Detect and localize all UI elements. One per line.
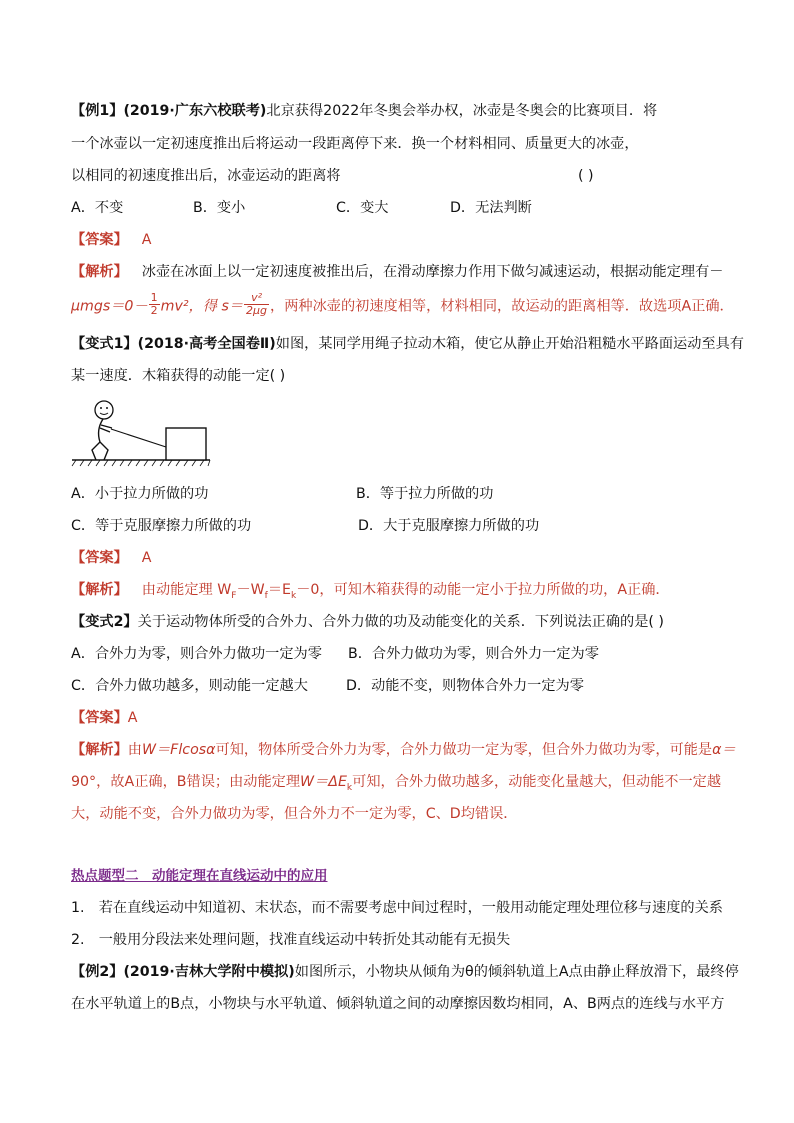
ex1-answer xyxy=(71,230,151,250)
ex1-analysis-2 xyxy=(71,291,734,319)
analysis-text: 90°，故A正确，B错误；由动能定理 xyxy=(71,774,301,790)
var2-option-c: C．合外力做功越多，则动能一定越大 xyxy=(71,678,308,694)
analysis-text: －W xyxy=(236,582,265,598)
pull-box-figure xyxy=(70,398,220,468)
ex1-option-d: D．无法判断 xyxy=(450,200,532,216)
analysis-text: 可知，物体所受合外力为零，合外力做功一定为零，但合外力做功为零，可能是 xyxy=(215,742,713,758)
ex1-option-a: A．不变 xyxy=(71,200,124,216)
ex2-line-2: 在水平轨道上的B点，小物块与水平轨道、倾斜轨道之间的动摩擦因数均相同，A、B两点的连线与水平方 xyxy=(71,996,725,1012)
ex2-line-1 xyxy=(71,962,739,982)
answer-value: A xyxy=(141,550,152,566)
subscript: k xyxy=(346,782,353,793)
topic-title: 热点题型二 动能定理在直线运动中的应用 xyxy=(71,868,328,884)
var1-line-2: 某一速度．木箱获得的动能一定( ) xyxy=(71,368,286,384)
fraction-numerator: 1 xyxy=(150,291,158,304)
formula: W＝ΔE xyxy=(300,774,347,790)
var2-answer xyxy=(71,708,137,728)
answer-label: 【答案】 xyxy=(71,550,128,566)
analysis-text: －0，可知木箱获得的动能一定小于拉力所做的功，A正确． xyxy=(296,582,670,598)
analysis-text: ，两种冰壶的初速度相等，材料相同，故运动的距离相等．故选项A正确． xyxy=(270,298,734,315)
var2-option-b: B．合外力做功为零，则合外力一定为零 xyxy=(348,646,599,662)
analysis-text: 可知，合外力做功越多，动能变化量越大，但动能不一定越 xyxy=(352,774,722,790)
ex1-text-1: 北京获得2022年冬奥会举办权，冰壶是冬奥会的比赛项目．将 xyxy=(266,103,658,119)
fraction-denominator: 2μg xyxy=(246,304,268,317)
var1-text-1: 如图，某同学用绳子拉动木箱，使它从静止开始沿粗糙水平路面运动至具有 xyxy=(275,336,744,352)
analysis-text: 由动能定理 W xyxy=(141,582,232,598)
analysis-label: 【解析】 xyxy=(71,742,128,758)
ex1-option-b: B．变小 xyxy=(193,200,246,216)
var1-answer xyxy=(71,548,151,568)
ex1-analysis-1 xyxy=(71,262,723,282)
var2-analysis-3: 大，动能不变，合外力做功为零，但合外力不一定为零，C、D均错误． xyxy=(71,806,518,822)
answer-label: 【答案】 xyxy=(71,232,128,248)
topic-point-2: 2. 一般用分段法来处理问题，找准直线运动中转折处其动能有无损失 xyxy=(71,932,511,948)
wooden-box xyxy=(166,428,206,460)
person-head xyxy=(95,401,113,419)
topic-point-1: 1. 若在直线运动中知道初、末状态，而不需要考虑中间过程时，一般用动能定理处理位移与速度的关系 xyxy=(71,900,723,916)
fraction-half xyxy=(149,292,160,317)
var2-line-1 xyxy=(71,612,664,632)
fraction-numerator: v² xyxy=(244,292,269,305)
ex1-source: (2019·广东六校联考) xyxy=(123,103,267,119)
formula: mv²，得 s＝ xyxy=(160,298,244,315)
var1-option-b: B．等于拉力所做的功 xyxy=(356,486,494,502)
answer-value: A xyxy=(127,710,138,726)
var1-option-d: D．大于克服摩擦力所做的功 xyxy=(358,518,540,534)
var2-analysis-1 xyxy=(71,740,736,760)
ex1-tag: 【例1】 xyxy=(71,103,124,119)
var1-analysis xyxy=(71,580,670,606)
var1-option-a: A．小于拉力所做的功 xyxy=(71,486,209,502)
ex2-source: (2019·吉林大学附中模拟) xyxy=(123,964,295,980)
person-body xyxy=(99,419,103,442)
var1-line-1 xyxy=(71,334,744,354)
fraction-denominator: 2 xyxy=(150,304,158,317)
var2-analysis-2 xyxy=(71,772,721,798)
analysis-label: 【解析】 xyxy=(71,264,128,280)
formula: μmgs＝0－ xyxy=(71,298,148,315)
subscript: k xyxy=(290,590,297,601)
var1-source: (2018·高考全国卷Ⅱ) xyxy=(137,336,276,352)
analysis-text: 冰壶在冰面上以一定初速度被推出后，在滑动摩擦力作用下做匀减速运动，根据动能定理有－ xyxy=(141,264,724,280)
subscript: f xyxy=(264,590,268,601)
answer-label: 【答案】 xyxy=(71,710,128,726)
analysis-text: 由 xyxy=(127,742,142,758)
var1-option-c: C．等于克服摩擦力所做的功 xyxy=(71,518,252,534)
ex1-bracket: ( ) xyxy=(578,168,594,184)
ex1-option-c: C．变大 xyxy=(336,200,389,216)
section-heading xyxy=(71,866,328,886)
formula: W＝Flcosα xyxy=(141,742,216,758)
ex1-line-3: 以相同的初速度推出后，冰壶运动的距离将 xyxy=(71,168,341,184)
var2-option-d: D．动能不变，则物体合外力一定为零 xyxy=(346,678,584,694)
subscript: F xyxy=(231,590,237,601)
ground-hatch xyxy=(72,460,210,466)
ex1-line-1 xyxy=(71,101,657,121)
ex2-text-1: 如图所示，小物块从倾角为θ的倾斜轨道上A点由静止释放滑下，最终停 xyxy=(294,964,739,980)
fraction-distance xyxy=(244,292,269,317)
var1-tag: 【变式1】 xyxy=(71,336,138,352)
var2-text-1: 关于运动物体所受的合外力、合外力做的功及动能变化的关系．下列说法正确的是( ) xyxy=(137,614,664,630)
ex2-tag: 【例2】 xyxy=(71,964,124,980)
var2-tag: 【变式2】 xyxy=(71,614,138,630)
analysis-text: ＝E xyxy=(267,582,291,598)
rope xyxy=(111,429,166,447)
ex1-line-2: 一个冰壶以一定初速度推出后将运动一段距离停下来．换一个材料相同、质量更大的冰壶， xyxy=(71,136,639,152)
analysis-label: 【解析】 xyxy=(71,582,128,598)
formula: α＝ xyxy=(712,742,736,758)
var2-option-a: A．合外力为零，则合外力做功一定为零 xyxy=(71,646,322,662)
answer-value: A xyxy=(141,232,152,248)
